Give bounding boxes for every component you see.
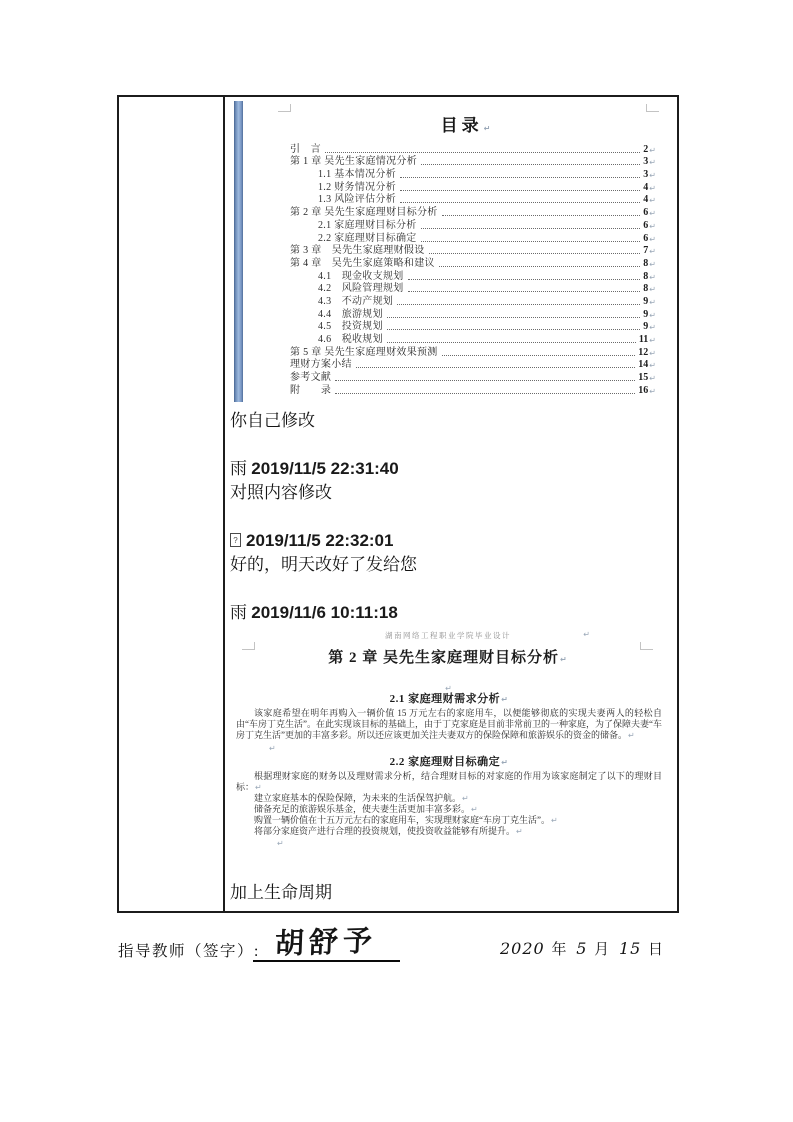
paragraph-mark: ↵ <box>649 183 656 193</box>
dotted-leader <box>429 253 641 254</box>
paragraph-mark: ↵ <box>649 386 656 396</box>
section-heading-text: 2.2 家庭理财目标确定 <box>389 756 501 768</box>
paragraph-mark: ↵ <box>649 285 656 295</box>
dotted-leader <box>442 355 636 356</box>
toc-entry-label: 2.1 家庭理财目标分析 <box>318 219 417 231</box>
toc-entry-label: 4.4 旅游规划 <box>318 308 383 320</box>
toc-page-number: 15 <box>638 372 649 384</box>
paragraph-text: 储备充足的旅游娱乐基金，使夫妻生活更加丰富多彩。 <box>254 804 471 814</box>
toc-entry-label: 1.1 基本情况分析 <box>318 169 396 181</box>
toc-page-number: 8 <box>643 270 649 282</box>
dotted-leader <box>421 164 640 165</box>
toc-entry <box>290 358 656 371</box>
empty-line <box>236 741 662 752</box>
missing-glyph-box <box>230 533 241 547</box>
guidance-record-table <box>117 95 679 913</box>
toc-screenshot <box>228 99 675 405</box>
paragraph-mark: ↵ <box>516 827 523 836</box>
dotted-leader <box>442 215 641 216</box>
toc-entry-label: 1.3 风险评估分析 <box>318 194 396 206</box>
paragraph-mark: ↵ <box>551 816 558 825</box>
toc-page-number: 9 <box>643 308 649 320</box>
date-day: 15 <box>618 939 642 958</box>
toc-entry-label: 理财方案小结 <box>290 359 352 371</box>
empty-line <box>236 837 662 847</box>
chapter-sections <box>236 693 662 847</box>
chapter2-screenshot <box>228 630 675 874</box>
toc-entry <box>290 383 656 396</box>
toc-entry-label: 引 言 <box>290 143 321 155</box>
chat-sender: 雨 <box>230 603 247 622</box>
paragraph <box>254 804 662 815</box>
toc-page-number: 12 <box>638 346 649 358</box>
paragraph-mark: ↵ <box>649 158 656 168</box>
paragraph-mark: ↵ <box>583 630 590 639</box>
toc-page-number: 4 <box>643 181 649 193</box>
paragraph-mark: ↵ <box>649 336 656 345</box>
paragraph-mark: ↵ <box>277 839 284 848</box>
chat-message-text: 好的，明天改好了发给您 <box>230 555 417 574</box>
paragraph-mark: ↵ <box>462 794 469 803</box>
paragraph-mark: ↵ <box>649 361 656 371</box>
date-month-unit: 月 <box>594 942 613 958</box>
dotted-leader <box>400 177 640 178</box>
handwritten-signature: 胡舒予 <box>274 923 379 961</box>
chat-meta-line <box>230 601 675 625</box>
paragraph-mark: ↵ <box>255 783 262 792</box>
chat-timestamp: 2019/11/5 22:32:01 <box>246 531 394 550</box>
blue-edge-bar <box>234 101 243 402</box>
toc-page-number: 4 <box>643 194 649 206</box>
chat-message-text: 对照内容修改 <box>230 483 332 502</box>
toc-entry-label: 4.5 投资规划 <box>318 321 383 333</box>
toc-entry-label: 第 4 章 吴先生家庭策略和建议 <box>290 257 435 269</box>
dotted-leader <box>421 228 641 229</box>
advisor-signature-label: 指导教师（签字）: <box>118 943 260 960</box>
paragraph-text: 建立家庭基本的保险保障，为未来的生活保驾护航。 <box>254 793 462 803</box>
paragraph <box>254 826 662 837</box>
chat-text-line <box>230 409 675 433</box>
section-heading <box>236 756 662 769</box>
paragraph-text: 将部分家庭资产进行合理的投资规划，使投资收益能够有所提升。 <box>254 826 516 836</box>
paragraph-mark: ↵ <box>649 348 656 358</box>
toc-page-number: 8 <box>643 283 649 295</box>
toc-page-number: 9 <box>643 295 649 307</box>
dotted-leader <box>356 367 635 368</box>
section-heading <box>236 693 662 706</box>
chapter-title-text: 第 2 章 吴先生家庭理财目标分析 <box>328 650 560 666</box>
toc-list <box>290 142 656 396</box>
paragraph <box>236 708 662 741</box>
dotted-leader <box>439 266 640 267</box>
margin-corner-mark <box>646 104 659 112</box>
chat-text-line <box>230 553 675 577</box>
toc-page-number: 6 <box>643 232 649 244</box>
paragraph-text: 该家庭希望在明年再购入一辆价值 15 万元左右的家庭用车，以便能够彻底的实现夫妻两人的轻松自由“车房丁克生活”。在此实现该目标的基础上，由于丁克家庭是目前非常前卫的一种家庭，为了保障夫妻“车房丁克生活”更加的丰富多彩。所以还应该更加关注夫妻双方的保险保障和旅游娱乐的资金的储备。 <box>236 708 662 740</box>
toc-page-number: 8 <box>643 257 649 269</box>
paragraph-mark: ↵ <box>649 259 656 269</box>
section <box>236 756 662 837</box>
paragraph-text: 根据理财家庭的财务以及理财需求分析，结合理财目标的对家庭的作用为该家庭制定了以下的理财目标： <box>236 771 662 792</box>
dotted-leader <box>387 317 640 318</box>
toc-entry-label: 第 1 章 吴先生家庭情况分析 <box>290 156 417 168</box>
dotted-leader <box>335 393 635 394</box>
paragraph-text: 购置一辆价值在十五万元左右的家庭用车，实现理财家庭“车房丁克生活”。 <box>254 815 550 825</box>
section-heading-text: 2.1 家庭理财需求分析 <box>389 693 501 705</box>
section <box>236 693 662 741</box>
chat-message-text: 你自己修改 <box>230 411 315 430</box>
paragraph-mark: ↵ <box>649 323 656 333</box>
date-month: 5 <box>576 939 588 958</box>
toc-entry-label: 参考文献 <box>290 372 332 384</box>
toc-page-number: 11 <box>638 334 649 345</box>
toc-page-number: 2 <box>643 143 649 155</box>
dotted-leader <box>400 190 640 191</box>
paragraph-mark: ↵ <box>445 684 452 693</box>
paragraph-mark: ↵ <box>649 209 656 219</box>
paragraph-mark: ↵ <box>269 744 276 753</box>
paragraph-mark: ↵ <box>649 297 656 307</box>
paragraph <box>254 793 662 804</box>
toc-entry-label: 4.6 税收规划 <box>318 334 383 345</box>
chat-meta-line <box>230 457 675 481</box>
paragraph <box>236 771 662 793</box>
paragraph-mark: ↵ <box>649 272 656 282</box>
chat-timestamp: 2019/11/6 10:11:18 <box>251 603 398 622</box>
toc-page-number: 3 <box>643 169 649 181</box>
dotted-leader <box>408 291 641 292</box>
chat-sender: 雨 <box>230 459 247 478</box>
toc-title <box>290 111 645 136</box>
chapter-title <box>228 646 668 667</box>
toc-title-text: 目录 <box>440 116 483 135</box>
toc-entry-label: 附 录 <box>290 384 332 396</box>
chat-meta-line <box>230 529 675 553</box>
signature-date <box>500 938 666 959</box>
paragraph-mark: ↵ <box>649 171 656 181</box>
dotted-leader <box>421 241 641 242</box>
toc-page-number: 3 <box>643 156 649 168</box>
date-year: 2020 <box>500 939 545 958</box>
paragraph-mark: ↵ <box>649 247 656 257</box>
paragraph-mark: ↵ <box>483 124 495 133</box>
paragraph-mark: ↵ <box>628 731 635 740</box>
dotted-leader <box>397 304 640 305</box>
paragraph-mark: ↵ <box>501 758 509 767</box>
toc-entry-label: 4.1 现金收支规划 <box>318 270 404 282</box>
paragraph <box>254 815 662 826</box>
signature-underline <box>253 922 400 962</box>
paragraph-mark: ↵ <box>501 695 509 704</box>
table-left-empty-cell <box>119 97 225 911</box>
toc-entry-label: 4.2 风险管理规划 <box>318 283 404 295</box>
chat-text-line <box>230 481 675 505</box>
toc-page-number: 6 <box>643 207 649 219</box>
toc-page-number: 6 <box>643 219 649 231</box>
paragraph-mark: ↵ <box>560 655 568 664</box>
toc-entry-label: 2.2 家庭理财目标确定 <box>318 232 417 244</box>
toc-entry-label: 4.3 不动产规划 <box>318 295 394 307</box>
toc-entry <box>290 370 656 383</box>
table-content-cell <box>225 97 677 911</box>
running-header: 湖南网络工程职业学院毕业设计 <box>385 631 511 640</box>
paragraph-mark: ↵ <box>649 374 656 384</box>
toc-page-number: 7 <box>643 245 649 257</box>
toc-entry-label: 第 3 章 吴先生家庭理财假设 <box>290 245 425 257</box>
toc-page-number: 16 <box>638 384 649 396</box>
paragraph-mark: ↵ <box>649 310 656 320</box>
dotted-leader <box>387 329 640 330</box>
toc-page-number: 14 <box>638 359 649 371</box>
toc-entry-label: 1.2 财务情况分析 <box>318 181 396 193</box>
paragraph-mark: ↵ <box>649 196 656 206</box>
dotted-leader <box>335 380 635 381</box>
chat-timestamp: 2019/11/5 22:31:40 <box>251 459 399 478</box>
toc-entry-label: 第 5 章 吴先生家庭理财效果预测 <box>290 346 438 358</box>
chat-excerpt <box>228 409 675 625</box>
paragraph-mark: ↵ <box>649 234 656 244</box>
date-year-unit: 年 <box>551 942 570 958</box>
toc-page-number: 9 <box>643 321 649 333</box>
paragraph-mark: ↵ <box>471 805 478 814</box>
dotted-leader <box>408 279 641 280</box>
paragraph-mark: ↵ <box>649 221 656 231</box>
paragraph-mark: ↵ <box>649 145 656 155</box>
toc-entry-label: 第 2 章 吴先生家庭理财目标分析 <box>290 207 438 219</box>
annotation-note: 加上生命周期 <box>230 883 332 902</box>
date-day-unit: 日 <box>648 942 667 958</box>
